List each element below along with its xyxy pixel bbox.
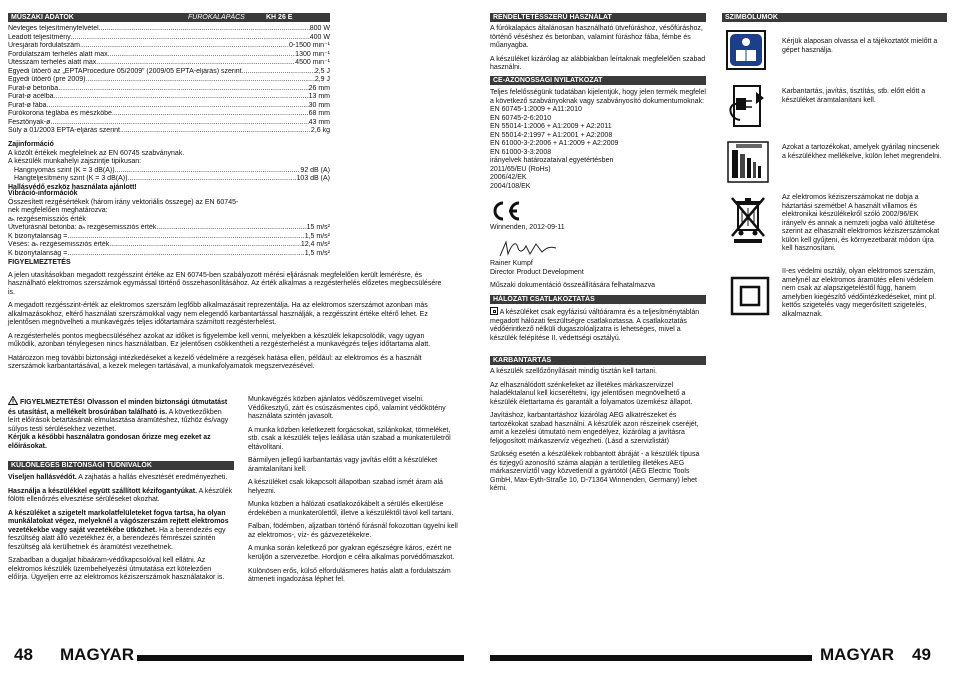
tech-data-header (8, 13, 330, 22)
spec-value: 2,9 J (314, 76, 330, 83)
class-ii-icon (730, 276, 770, 320)
tech-data-model: KH 26 E (266, 14, 293, 21)
ce-line: EN 55014-2:1997 + A1:2001 + A2:2008 (490, 131, 613, 139)
spec-row (8, 59, 330, 68)
ce-header (490, 76, 706, 85)
ce-line: EN 60745-1:2009 + A11:2010 (490, 106, 582, 114)
spec-value: 13 mm (308, 93, 330, 100)
spec-leader-dots (85, 76, 314, 85)
spec-leader-dots (110, 51, 296, 60)
special-p2-rest: A készülék fölötti ellenőrzés elvesztése sérüléseket okozhat. (8, 487, 233, 504)
warning-text2: Kérjük a későbbi használatra gondosan őrizze meg ezeket az előírásokat. (8, 434, 211, 450)
spec-label: Súly a 01/2003 EPTA-eljárás szerint (8, 127, 120, 134)
noise-intro2: A készülék munkahelyi zajszintje tipikusan: (8, 158, 142, 166)
spec-label: Furat-ø fába (8, 101, 47, 109)
special-body (8, 474, 234, 588)
ce-lines (490, 89, 706, 191)
szimbolumok-title: SZIMBÓLUMOK (725, 14, 778, 21)
spec-value: 43 mm (308, 118, 330, 126)
vibration-intro: Összesített rezgésértékek (három irány vektoriális összege) az EN 60745-nek megfelelően meghatározva: (8, 198, 239, 215)
noise-title: Zajinformáció (8, 141, 54, 148)
spec-row (8, 42, 330, 51)
karbantartas-body (490, 368, 706, 499)
warning-title-rest: Olvasson el minden biztonsági útmutatást és utasítást, a mellékelt brosúrában található is. (8, 399, 228, 416)
tech-data-subtitle: FÚRÓKALAPÁCS (188, 14, 245, 21)
accessories-icon (726, 140, 770, 190)
special-title: KÜLÖNLEGES BIZTONSÁGI TUDNIVALÓK (11, 462, 152, 469)
spec-leader-dots (98, 59, 295, 68)
ce-line: Teljes felelősségünk tudatában kijelentjük, hogy jelen termék megfelel a következő szabványoknak vagy szabványosító dokumentumoknak: (490, 89, 706, 105)
language-left: MAGYAR (60, 645, 134, 664)
rendeltetes-header (490, 13, 706, 22)
karbantartas-paragraph: Az elhasználódott szénkefeket az illetékes márkaszervizzel haladéktalanul kell kicseréltetni, így jelentősen megnövelhető a készülék élettartama és garantált a folyamatos üzemkész állapot. (490, 381, 693, 406)
symbol-text-3: Azokat a tartozékokat, amelyek gyárilag nincsenek a készülékhez mellékelve, külön lehet megrendelni. (782, 144, 942, 160)
spec-leader-dots (99, 25, 310, 34)
spec-row (8, 93, 330, 102)
warning-title-bold: FIGYELMEZTETÉS! (19, 399, 85, 406)
noise-row (14, 167, 330, 176)
vibration-section (8, 190, 330, 258)
noise-leader-dots (115, 167, 301, 176)
ce-line: 2004/108/EK (490, 182, 531, 190)
safety-paragraph: Munka közben a hálózati csatlakozókábelt a sérülés elkerülése érdekében a munkaterülettől, illetve a készüléktől távol kell tartani. (248, 501, 454, 517)
tech-data-title: MŰSZAKI ADATOK (11, 14, 74, 21)
special-p3-bold: A készüléket a szigetelt markolatfelületeket fogva tartsa, ha olyan munkálatokat végez, melyeknél a vágószerszám rejtett elektromos vezetékekbe vagy saját vezetékébe ütközhet. (8, 509, 229, 534)
safety-column-2 (248, 396, 458, 590)
vibration-title: Vibráció-információk (8, 190, 78, 197)
special-p1-bold: Viseljen hallásvédőt. (8, 474, 77, 481)
vibration-value: 12,4 m/s² (300, 241, 330, 249)
special-p1 (8, 474, 234, 483)
vibration-label: Vésés: aₕ rezgésemissziós érték (8, 241, 110, 249)
ce-place-date: Winnenden, 2012-09-11 (490, 224, 565, 231)
spec-label: Névleges teljesítményfelvétel (8, 25, 99, 32)
safety-paragraph: Különösen erős, külső elfordulásmeres hatás alatt a fordulatszám átmeneti ingadozása léphet fel. (248, 567, 451, 584)
figyelmeztetes-paragraph: A rezgésterhelés pontos megbecsüléséhez azokat az időket is figyelembe kell venni, melyekben a készülék lekapcsolódik, vagy ugyan működik, azonban ténylegesen nincs használatban. Ez jelentősen csökkentheti a rezgésterhelést a munkavégzés teljes időtartama alatt. (8, 332, 431, 349)
spec-value: 1300 min⁻¹ (295, 50, 330, 58)
vibration-rows (8, 224, 330, 258)
class-ii-small-icon (490, 307, 498, 315)
spec-leader-dots (242, 68, 315, 77)
special-p1-rest: A zajhatás a hallás elvesztését eredményezheti. (76, 474, 228, 481)
spec-leader-dots (50, 119, 308, 128)
special-p3 (8, 510, 234, 553)
page-number-right: 49 (912, 645, 931, 664)
ce-name: Rainer Kumpf (490, 260, 533, 267)
spec-label: Fúrókorona téglába és mészkőbe (8, 110, 112, 117)
figyelmeztetes-title: FIGYELMEZTETÉS (8, 259, 71, 266)
karbantartas-header (490, 356, 706, 365)
symbol-text-4: Az elektromos kéziszerszámokat ne dobja a háztartási szemétbe! A használt villamos és elektronikai készülékekről szóló 2002/96/EK irányelv és annak a nemzeti jogba való átültetése szerint az elhasznált elektromos kéziszerszámokat külön kell gyűjteni, és környezetbarát módon újra kell hasznosítani. (782, 194, 940, 253)
vibration-row (8, 250, 330, 259)
spec-label: Egyedi ütőerő (pre 2009) (8, 76, 86, 83)
noise-label: Hangteljesítmény szint (K = 3 dB(A)) (14, 175, 128, 183)
rendeltetes-p2: A készüléket kizárólag az alábbiakban leírtaknak megfelelően szabad használni. (490, 55, 706, 72)
special-p4: Szabadban a dugaljat hibaáram-védőkapcsolóval kell ellátni. Az elektromos készülék üzembehelyezési útmutatása ezt kötelezően előírja. Ügyeljen erre az elektromos kéziszerszámok használatakor is. (8, 557, 225, 582)
safety-paragraph: Falban, födémben, aljzatban történő fúrásnál fokozottan ügyelni kell az elektromos-, víz- és gázvezetékekre. (248, 523, 458, 539)
spec-label: Furat-ø betonba (8, 84, 59, 92)
noise-value: 92 dB (A) (300, 166, 330, 174)
special-p2-bold: Használja a készülékkel együtt szállított kézifogantyúkat. (8, 487, 198, 495)
spec-leader-dots (54, 93, 309, 102)
halozati-text: A készüléket csak egyfázisú váltóáramra és a teljesítménytáblán megadott hálózati feszültségre csatlakoztassa. A csatlakoztatás védőérintkező nélküli dugaszolóaljzatra is lehetséges, mivel a készülék felépítése II. védettségi osztályú. (490, 309, 700, 342)
vibration-label: K bizonytalanság = (8, 249, 68, 257)
noise-section (8, 141, 330, 192)
vibration-label: K bizonytalanság = (8, 232, 68, 240)
spec-leader-dots (71, 34, 310, 43)
halozati-header (490, 295, 706, 304)
figyelmeztetes-paragraph: A megadott rezgésszint-érték az elektromos szerszám legfőbb alkalmazásait reprezentálja. Ha az elektromos szerszámot azonban más alkalmazásokhoz, eltérő használati szerszámokkal vagy nem elegendő karbantartással használják, a rezgésszint értéke eltérő lehet. Ez jelentősen megnövelheti a munkavégzés teljes időtartamára számított rezgésterhelést. (8, 302, 428, 327)
vibration-leader-dots (156, 224, 306, 233)
spec-list (8, 25, 330, 136)
noise-warning: Hallásvédő eszköz használata ajánlott! (8, 183, 137, 191)
read-manual-icon (726, 30, 766, 70)
ce-role: Director Product Development (490, 268, 584, 276)
symbol-text-2: Karbantartás, javítás, tisztítás, stb. előtt előtt a készüléket áramtalanítani kell. (782, 88, 926, 104)
vibration-row (8, 241, 330, 250)
ce-title: CE-AZONOSSÁGI NYILATKOZAT (493, 77, 603, 84)
noise-row (14, 175, 330, 184)
halozati-body (490, 307, 706, 343)
vibration-leader-dots (67, 233, 304, 242)
vibration-leader-dots (109, 241, 301, 250)
szimbolumok-header (722, 13, 947, 22)
ce-authorized: Műszaki dokumentáció összeállítására felhatalmazva (490, 282, 655, 290)
warning-block (8, 396, 234, 451)
footer-bar-right (490, 655, 812, 661)
rendeltetes-body (490, 25, 706, 78)
spec-leader-dots (112, 110, 309, 119)
special-p3-rest: Ha a berendezés egy feszültség alatt álló vezetékhez ér, a berendezés fémrészei szintén feszültség alá kerülhetnek és áramütést vezethetnek. (8, 526, 226, 551)
figyelmeztetes-paragraph: Határozzon meg további biztonsági intézkedéseket a kezelő védelmére a rezgések hatása ellen, például: az elektromos és a használt szerszámok karbantartásával, a kezek melegen tartásával, a munkafolyamatok megszervezésével. (8, 354, 422, 371)
weee-bin-icon (728, 196, 768, 248)
rendeltetes-title: RENDELTETÉSSZERŰ HASZNÁLAT (493, 14, 612, 21)
page-number-left: 48 (14, 645, 33, 664)
rendeltetes-p1: A fúrókalapács általánosan használható ütvefúráshoz, vésőfúráshoz, történő véséshez és betonban, valamint fúráshoz fába, fémbe és műanyagba. (490, 25, 703, 50)
spec-row (8, 119, 330, 128)
ce-line: EN 61000-3-2:2006 + A1:2009 + A2:2009 (490, 140, 619, 148)
figyelmeztetes-paragraph: A jelen utasításokban megadott rezgésszint értéke az EN 60745-ben szabályozott mérési eljárásnak megfelelően került lemérésre, és használható elektromos szerszámok egymással történő összehasonlításához. Az érték alkalmas a rezgésterhelés előzetes megbecsülésére is. (8, 271, 442, 296)
spec-leader-dots (120, 127, 311, 136)
warning-triangle-icon (8, 396, 18, 409)
ce-line: irányelvek határozataival egyetértésben (490, 157, 614, 165)
spec-label: Üresjárati fordulatszám (8, 42, 80, 49)
ce-line: 2006/42/EK (490, 174, 527, 182)
figyelmeztetes-paragraphs (8, 272, 448, 372)
symbol-text-1: Kérjük alaposan olvassa el a tájékoztatót mielőtt a gépet használja. (782, 38, 938, 54)
vibration-label: Ütvefúrásnál betonba: aₕ rezgésemissziós érték (8, 224, 157, 232)
spec-leader-dots (47, 102, 309, 111)
ce-line: EN 61000-3-3:2008 (490, 148, 552, 156)
spec-row (8, 76, 330, 85)
spec-row (8, 110, 330, 119)
spec-row (8, 34, 330, 43)
warning-text1: A következőkben leírt előírások betartásának elmulasztása áramütéshez, tűzhöz és/vagy súlyos testi sérülésekhez vezethet. (8, 408, 229, 433)
noise-intro1: A közölt értékek megfelelnek az EN 60745 szabványnak. (8, 149, 185, 157)
spec-label: Fesztőnyak-ø (8, 118, 51, 126)
spec-leader-dots (80, 42, 289, 51)
spec-row (8, 85, 330, 94)
spec-row (8, 68, 330, 77)
ce-line: 2011/65/EU (RoHs) (490, 165, 551, 173)
halozati-title: HÁLÓZATI CSATLAKOZTATÁS (493, 296, 595, 303)
spec-leader-dots (58, 85, 308, 94)
spec-value: 2,5 J (314, 67, 330, 75)
spec-label: Egyedi ütőerő az „EPTAProcedure 05/2009” (2009/05 EPTA-eljárás) szerint (8, 67, 242, 75)
special-p2 (8, 488, 234, 505)
karbantartas-title: KARBANTARTÁS (493, 357, 552, 364)
unplug-icon (726, 84, 770, 134)
spec-value: 68 mm (308, 110, 330, 117)
spec-label: Ütésszám terhelés alatt max. (8, 59, 99, 66)
vibration-row (8, 224, 330, 233)
language-right: MAGYAR (820, 645, 894, 664)
spec-value: 30 mm (308, 101, 330, 109)
vibration-value: 1,5 m/s² (304, 232, 330, 240)
ce-mark-icon (490, 200, 522, 226)
vibration-value: 1,5 m/s² (304, 249, 330, 257)
footer-bar-left (137, 655, 464, 661)
spec-label: Furat-ø acélba (8, 93, 54, 100)
safety-paragraph: Bármilyen jellegű karbantartás vagy javítás előtt a készüléket áramtalanítani kell. (248, 457, 438, 473)
vibration-subtitle: aₕ rezgésemissziós érték (8, 215, 86, 223)
spec-row (8, 102, 330, 111)
noise-leader-dots (127, 175, 296, 184)
ce-line: EN 60745-2-6:2010 (490, 114, 552, 122)
safety-paragraph: A munka közben keletkezett forgácsokat, szilánkokat, törmeléket, stb. csak a készülék teljes leállása után szabad a munkaterületről eltávolítani. (248, 426, 451, 451)
special-header (8, 461, 234, 470)
figyelmeztetes-section (8, 259, 448, 377)
safety-paragraph: Munkavégzés közben ajánlatos védőszemüveget viselni. Védőkesztyű, zárt és csúszásmentes cipő, valamint védőkötény használata szintén javasolt. (248, 396, 446, 421)
noise-label: Hangnyomás szint (K = 3 dB(A)) (14, 166, 115, 174)
spec-label: Fordulatszám terhelés alatt max. (8, 50, 110, 58)
karbantartas-paragraph: Szükség esetén a készülékek robbantott ábráját - a készülék típusa és tizjegyű azonosító száma alapján a területileg illetékes AEG márkaszervíztől vagy közvetlenül a gyártótól (AEG Electric Tools GmbH, Max-Eyth-Straße 10, D-71364 Winnenden, Germany) lehet kérni. (490, 451, 700, 493)
karbantartas-paragraph: Javításhoz, karbantartáshoz kizárólag AEG alkatrészeket és tartozékokat szabad használni. A készülék azon részeinek cseréjét, amit a kezelési útmutató nem engedélyez, kizárólag a javításra feljogosított márkaszervíz végezheti. (Lásd a szervizlistát) (490, 412, 699, 445)
noise-rows (8, 167, 330, 184)
spec-label: Leadott teljesítmény (8, 33, 71, 41)
spec-row (8, 25, 330, 34)
vibration-leader-dots (67, 250, 304, 259)
ce-line: EN 55014-1:2006 + A1:2009 + A2:2011 (490, 123, 612, 131)
spec-value: 400 W (309, 33, 330, 41)
spec-value: 4500 min⁻¹ (295, 59, 330, 66)
symbol-text-5: II-es védelmi osztály, olyan elektromos szerszám, amelynél az elektromos áramütés elleni védelem nem csak az alapszigeteléstől függ, hanem amelyben kiegészítő védőintézkedéseket, mint pl. kettős szigetelés vagy megerősített szigetelés, alkalmaznak. (782, 268, 937, 318)
safety-paragraph: A munka során keletkező por gyakran egészségre káros, ezért ne kerüljön a szervezetbe. Hordjon e célra alkalmas porvédőmaszkot. (248, 545, 455, 561)
spec-row (8, 51, 330, 60)
spec-value: 26 mm (308, 84, 330, 92)
safety-paragraph: A készüléket csak kikapcsolt állapotban szabad ismét áram alá helyezni. (248, 479, 443, 495)
karbantartas-paragraph: A készülék szellőzőnyílásait mindig tisztán kell tartani. (490, 368, 657, 375)
spec-value: 800 W (309, 25, 330, 32)
vibration-value: 15 m/s² (306, 224, 330, 232)
spec-value: 0-1500 min⁻¹ (288, 42, 330, 49)
ce-signatory (490, 260, 706, 291)
spec-value: 2,6 kg (310, 127, 330, 134)
noise-value: 103 dB (A) (296, 175, 330, 183)
vibration-row (8, 233, 330, 242)
spec-row (8, 127, 330, 136)
